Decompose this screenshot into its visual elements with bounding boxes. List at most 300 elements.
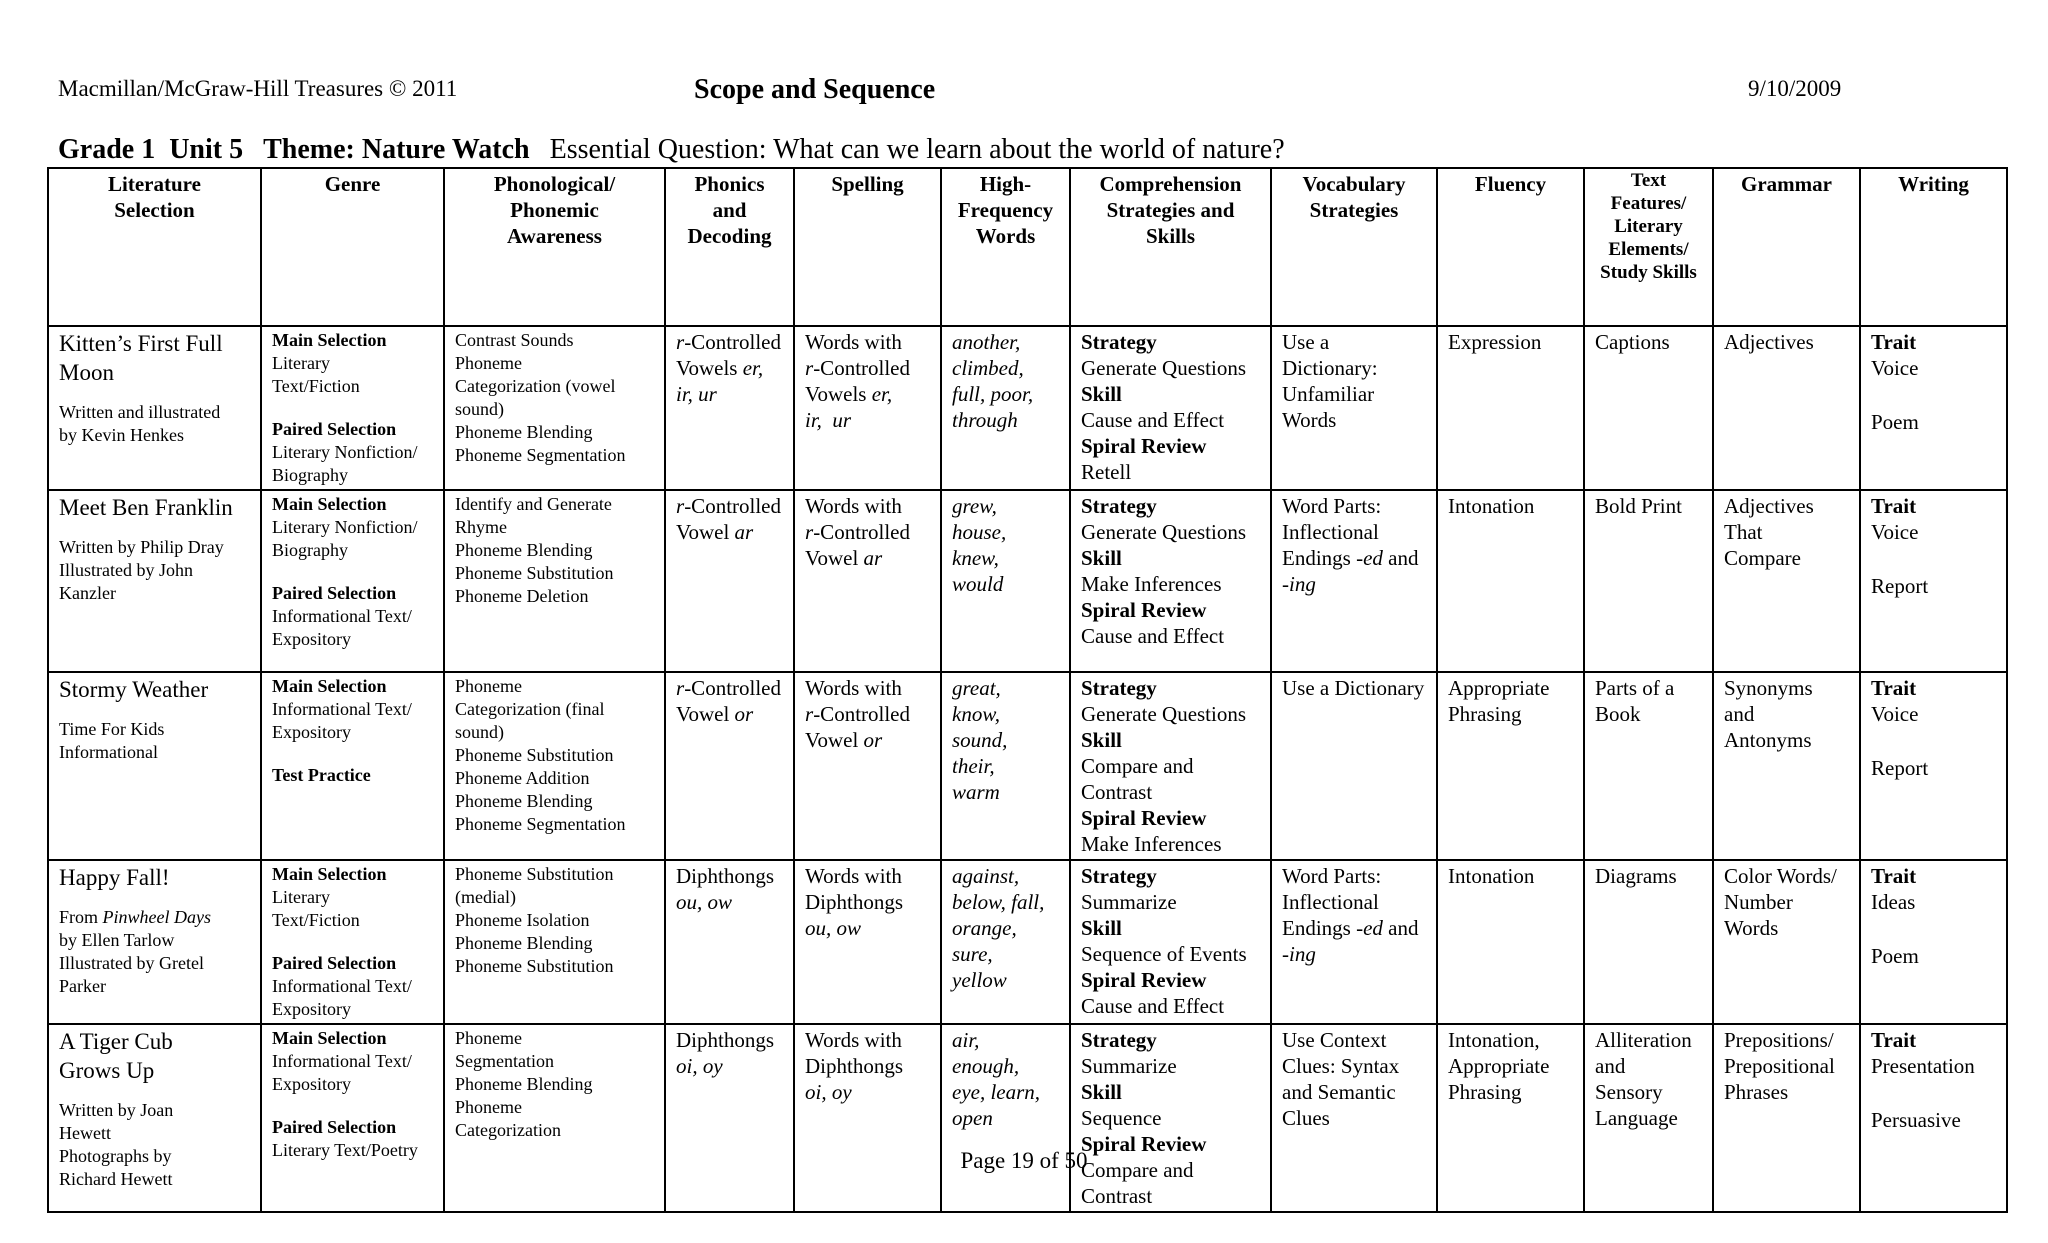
text: Inflectional xyxy=(1282,890,1379,914)
subheading: Main Selection xyxy=(272,330,387,350)
italic-text: r xyxy=(676,330,685,354)
cell-line: Parts of a xyxy=(1595,676,1675,700)
text: -Controlled xyxy=(684,676,782,700)
column-header-line: Strategies xyxy=(1309,198,1399,222)
selection-credit: Informational xyxy=(59,742,158,762)
italic-text: r xyxy=(676,494,685,518)
column-header-phonics-decoding xyxy=(665,168,794,326)
subheading: Test Practice xyxy=(272,765,371,785)
cell-comprehension xyxy=(1070,860,1271,1024)
selection-title: A Tiger Cub xyxy=(59,1029,173,1054)
text: by Ellen Tarlow xyxy=(59,930,175,950)
cell-phonics xyxy=(665,672,794,860)
cell-phonological xyxy=(444,326,665,490)
cell-line: Phoneme xyxy=(455,1097,522,1117)
writing-trait-label: Trait xyxy=(1871,1028,1917,1052)
table-row xyxy=(48,860,2007,1024)
cell-line xyxy=(59,952,250,975)
cell-line: Compare xyxy=(1724,546,1801,570)
column-header-high-frequency-words xyxy=(941,168,1070,326)
cell-line: Contrast Sounds xyxy=(455,330,574,350)
italic-text: r xyxy=(805,702,814,726)
column-header-text-features xyxy=(1584,168,1713,326)
cell-line xyxy=(805,1079,930,1105)
text: Words with xyxy=(805,864,902,888)
selection-title: Grows Up xyxy=(59,1058,155,1083)
subheading: Paired Selection xyxy=(272,419,397,439)
column-header-line: Study Skills xyxy=(1600,262,1697,283)
cell-text-features xyxy=(1584,490,1713,672)
selection-credit: Written and illustrated xyxy=(59,402,221,422)
cell-line: Phoneme Addition xyxy=(455,768,590,788)
text: Endings xyxy=(1282,546,1357,570)
cell-line: Phoneme xyxy=(455,353,522,373)
essential-question: Essential Question: What can we learn about the world of nature? xyxy=(549,134,1285,165)
cell-line xyxy=(59,906,250,929)
cell-line xyxy=(676,493,783,519)
word-line: grew, xyxy=(952,494,997,518)
cell-line xyxy=(676,675,783,701)
cell-line: Make Inferences xyxy=(1081,832,1222,856)
cell-line: Informational Text/ xyxy=(272,976,412,996)
text: Vowel xyxy=(676,520,735,544)
cell-line: Adjectives xyxy=(1724,494,1814,518)
column-header-line: High- xyxy=(979,172,1032,196)
subheading: Strategy xyxy=(1081,864,1157,888)
cell-fluency xyxy=(1437,326,1584,490)
cell-line: Informational Text/ xyxy=(272,1051,412,1071)
cell-line xyxy=(676,889,783,915)
column-header-line: Awareness xyxy=(507,224,602,248)
cell-line: Phoneme Segmentation xyxy=(455,445,626,465)
cell-line: and xyxy=(1724,702,1755,726)
text: Parker xyxy=(59,976,106,996)
italic-text: ir, ur xyxy=(676,382,717,406)
word-line: sound, xyxy=(952,728,1008,752)
page-number: Page 19 of 50 xyxy=(960,1148,1088,1173)
cell-text-features xyxy=(1584,326,1713,490)
writing-trait-label: Trait xyxy=(1871,676,1917,700)
cell-line xyxy=(1282,571,1426,597)
cell-line xyxy=(805,407,930,433)
subheading: Spiral Review xyxy=(1081,598,1207,622)
cell-line: Captions xyxy=(1595,330,1670,354)
cell-line: Generate Questions xyxy=(1081,702,1247,726)
cell-high-frequency-words xyxy=(941,490,1070,672)
cell-phonological xyxy=(444,490,665,672)
cell-line: Summarize xyxy=(1081,1054,1177,1078)
cell-line xyxy=(59,975,250,998)
column-header-line: Phonics xyxy=(694,172,765,196)
cell-line xyxy=(805,701,930,727)
cell-line xyxy=(1282,675,1426,701)
cell-fluency xyxy=(1437,672,1584,860)
cell-line: Cause and Effect xyxy=(1081,994,1225,1018)
italic-text: er, xyxy=(742,356,764,380)
column-header-line: Genre xyxy=(324,172,381,196)
cell-phonological xyxy=(444,1024,665,1212)
cell-line: Phoneme xyxy=(455,676,522,696)
spacer xyxy=(59,892,250,906)
writing-trait-label: Trait xyxy=(1871,494,1917,518)
cell-line: Expository xyxy=(272,1074,351,1094)
cell-grammar xyxy=(1713,326,1860,490)
column-header-spelling xyxy=(794,168,941,326)
text: Word Parts: xyxy=(1282,864,1382,888)
cell-line xyxy=(676,1027,783,1053)
cell-line: Adjectives xyxy=(1724,330,1814,354)
cell-line xyxy=(676,355,783,381)
italic-text: -ed xyxy=(1356,546,1383,570)
word-line: against, xyxy=(952,864,1020,888)
cell-literature-selection xyxy=(48,326,261,490)
column-header-line: Phonological/ xyxy=(493,172,616,196)
column-header-line: Phonemic xyxy=(510,198,599,222)
selection-credit: Time For Kids xyxy=(59,719,165,739)
spacer xyxy=(59,704,250,718)
text: Vowel xyxy=(805,546,864,570)
cell-line: Prepositions/ xyxy=(1724,1028,1834,1052)
cell-line: Sensory xyxy=(1595,1080,1663,1104)
cell-line: Synonyms xyxy=(1724,676,1813,700)
cell-line xyxy=(805,863,930,889)
column-header-line: Literary xyxy=(1614,216,1683,237)
cell-line: Retell xyxy=(1081,460,1132,484)
column-header-line: Frequency xyxy=(957,198,1054,222)
cell-vocabulary xyxy=(1271,326,1437,490)
selection-credit: Illustrated by John xyxy=(59,560,193,580)
writing-form: Persuasive xyxy=(1871,1108,1961,1132)
cell-line: Literary xyxy=(272,887,330,907)
cell-line xyxy=(1282,915,1426,941)
text: Clues: Syntax xyxy=(1282,1054,1400,1078)
cell-spelling xyxy=(794,326,941,490)
text: Diphthongs xyxy=(676,1028,775,1052)
spacer xyxy=(1871,915,1996,943)
cell-line: Phoneme Substitution xyxy=(455,745,614,765)
cell-line: Phoneme Substitution xyxy=(455,956,614,976)
text: and Semantic xyxy=(1282,1080,1396,1104)
word-line: knew, xyxy=(952,546,999,570)
text: Clues xyxy=(1282,1106,1330,1130)
italic-text: r xyxy=(805,520,814,544)
spacer xyxy=(272,1096,433,1116)
cell-line xyxy=(1282,407,1426,433)
cell-line xyxy=(1282,329,1426,355)
cell-line: Phrases xyxy=(1724,1080,1789,1104)
cell-line: Literary Nonfiction/ xyxy=(272,442,418,462)
writing-trait-value: Ideas xyxy=(1871,890,1916,914)
cell-line: Appropriate xyxy=(1448,1054,1550,1078)
selection-title: Moon xyxy=(59,360,114,385)
cell-line xyxy=(1282,519,1426,545)
italic-text: er, xyxy=(871,382,893,406)
text: Endings xyxy=(1282,916,1357,940)
writing-form: Report xyxy=(1871,574,1929,598)
cell-line: Literary Nonfiction/ xyxy=(272,517,418,537)
scope-sequence-table xyxy=(47,167,2008,1213)
word-line: sure, xyxy=(952,942,993,966)
cell-fluency xyxy=(1437,490,1584,672)
spacer xyxy=(59,1085,250,1099)
subheading: Skill xyxy=(1081,728,1122,752)
cell-line: Phoneme Substitution xyxy=(455,864,614,884)
cell-spelling xyxy=(794,490,941,672)
italic-text: or xyxy=(734,702,754,726)
italic-text: Pinwheel Days xyxy=(102,907,211,927)
cell-writing xyxy=(1860,672,2007,860)
italic-text: r xyxy=(805,356,814,380)
cell-line: Phoneme Blending xyxy=(455,791,593,811)
cell-line: Phoneme Segmentation xyxy=(455,814,626,834)
cell-line: Color Words/ xyxy=(1724,864,1837,888)
cell-literature-selection xyxy=(48,672,261,860)
text: Use Context xyxy=(1282,1028,1387,1052)
cell-writing xyxy=(1860,860,2007,1024)
column-header-line: Writing xyxy=(1898,172,1969,196)
cell-line xyxy=(676,1053,783,1079)
cell-line: Cause and Effect xyxy=(1081,408,1225,432)
cell-line: Phoneme Blending xyxy=(455,1074,593,1094)
cell-line xyxy=(805,545,930,571)
spacer xyxy=(1871,727,1996,755)
italic-text: oi, oy xyxy=(676,1054,723,1078)
text: -Controlled xyxy=(813,702,911,726)
selection-title: Happy Fall! xyxy=(59,865,170,890)
subheading: Paired Selection xyxy=(272,1117,397,1137)
cell-line: Summarize xyxy=(1081,890,1177,914)
word-line: another, xyxy=(952,330,1021,354)
text: Vowel xyxy=(676,702,735,726)
cell-line: Rhyme xyxy=(455,517,507,537)
column-header-line: Text xyxy=(1630,170,1667,191)
cell-high-frequency-words xyxy=(941,1024,1070,1212)
subheading: Skill xyxy=(1081,546,1122,570)
cell-line xyxy=(1282,381,1426,407)
table-row xyxy=(48,672,2007,860)
cell-high-frequency-words xyxy=(941,860,1070,1024)
cell-line: Diagrams xyxy=(1595,864,1677,888)
italic-text: ou, ow xyxy=(676,890,733,914)
text: Words with xyxy=(805,330,902,354)
cell-line xyxy=(805,1027,930,1053)
text: and xyxy=(1382,546,1419,570)
subheading: Main Selection xyxy=(272,864,387,884)
cell-writing xyxy=(1860,490,2007,672)
cell-text-features xyxy=(1584,672,1713,860)
spacer xyxy=(272,562,433,582)
cell-line: Literary Text/Poetry xyxy=(272,1140,418,1160)
cell-line xyxy=(1282,355,1426,381)
column-header-genre xyxy=(261,168,444,326)
italic-text: r xyxy=(676,676,685,700)
cell-line: Phoneme xyxy=(455,1028,522,1048)
header-row xyxy=(48,168,2007,326)
cell-phonics xyxy=(665,1024,794,1212)
subheading: Spiral Review xyxy=(1081,434,1207,458)
text: Dictionary: xyxy=(1282,356,1378,380)
cell-line xyxy=(1282,545,1426,571)
subheading: Spiral Review xyxy=(1081,1132,1207,1156)
italic-text: -ed xyxy=(1356,916,1383,940)
text: From xyxy=(59,907,103,927)
cell-line: Text/Fiction xyxy=(272,376,360,396)
cell-line xyxy=(805,381,930,407)
cell-comprehension xyxy=(1070,1024,1271,1212)
column-header-line: Comprehension xyxy=(1099,172,1242,196)
italic-text: or xyxy=(863,728,883,752)
cell-line: Phoneme Blending xyxy=(455,422,593,442)
cell-line xyxy=(1282,941,1426,967)
cell-line: Contrast xyxy=(1081,780,1153,804)
column-header-line: Decoding xyxy=(687,224,772,248)
cell-line: sound) xyxy=(455,722,504,742)
cell-line: Intonation, xyxy=(1448,1028,1540,1052)
cell-line: Identify and Generate xyxy=(455,494,612,514)
spacer xyxy=(1871,545,1996,573)
cell-line: Phoneme Isolation xyxy=(455,910,590,930)
word-line: great, xyxy=(952,676,1001,700)
column-header-grammar xyxy=(1713,168,1860,326)
column-header-line: Selection xyxy=(114,198,195,222)
cell-line: Generate Questions xyxy=(1081,356,1247,380)
writing-trait-label: Trait xyxy=(1871,864,1917,888)
selection-credit: Written by Philip Dray xyxy=(59,537,224,557)
cell-line: Literary xyxy=(272,353,330,373)
cell-line: Generate Questions xyxy=(1081,520,1247,544)
cell-line: and xyxy=(1595,1054,1626,1078)
cell-line: Words xyxy=(1724,916,1779,940)
cell-line xyxy=(805,889,930,915)
cell-writing xyxy=(1860,1024,2007,1212)
cell-spelling xyxy=(794,1024,941,1212)
cell-line: That xyxy=(1724,520,1763,544)
cell-line: Segmentation xyxy=(455,1051,554,1071)
cell-line: Contrast xyxy=(1081,1184,1153,1208)
cell-line: Sequence of Events xyxy=(1081,942,1247,966)
cell-grammar xyxy=(1713,672,1860,860)
spacer xyxy=(59,387,250,401)
word-line: enough, xyxy=(952,1054,1020,1078)
cell-line xyxy=(1282,493,1426,519)
cell-grammar xyxy=(1713,1024,1860,1212)
selection-credit: Kanzler xyxy=(59,583,116,603)
document-date: 9/10/2009 xyxy=(1748,76,1842,101)
column-header-comprehension xyxy=(1070,168,1271,326)
text: Vowels xyxy=(676,356,743,380)
italic-text: ou, ow xyxy=(805,916,862,940)
writing-form: Poem xyxy=(1871,410,1919,434)
cell-vocabulary xyxy=(1271,1024,1437,1212)
text: Diphthongs xyxy=(805,1054,904,1078)
cell-vocabulary xyxy=(1271,860,1437,1024)
column-header-literature-selection xyxy=(48,168,261,326)
cell-line: Sequence xyxy=(1081,1106,1162,1130)
cell-genre xyxy=(261,860,444,1024)
selection-title: Stormy Weather xyxy=(59,677,209,702)
word-line: air, xyxy=(952,1028,980,1052)
cell-line xyxy=(805,493,930,519)
subheading: Main Selection xyxy=(272,1028,387,1048)
subheading: Paired Selection xyxy=(272,583,397,603)
selection-credit: Photographs by xyxy=(59,1146,172,1166)
cell-comprehension xyxy=(1070,490,1271,672)
cell-line: Expository xyxy=(272,999,351,1019)
cell-line xyxy=(805,329,930,355)
cell-line: Categorization (final xyxy=(455,699,605,719)
subheading: Skill xyxy=(1081,916,1122,940)
column-header-writing xyxy=(1860,168,2007,326)
cell-text-features xyxy=(1584,860,1713,1024)
cell-text-features xyxy=(1584,1024,1713,1212)
theme-label: Theme: Nature Watch xyxy=(263,134,530,165)
word-line: eye, learn, xyxy=(952,1080,1041,1104)
cell-line xyxy=(1282,889,1426,915)
cell-line: Phoneme Blending xyxy=(455,540,593,560)
cell-phonics xyxy=(665,860,794,1024)
word-line: full, poor, xyxy=(952,382,1034,406)
grade-unit-label: Grade 1 Unit 5 xyxy=(58,134,244,165)
column-header-line: Grammar xyxy=(1741,172,1832,196)
word-line: yellow xyxy=(952,968,1007,992)
cell-line: Book xyxy=(1595,702,1641,726)
cell-line: Text/Fiction xyxy=(272,910,360,930)
spacer xyxy=(59,522,250,536)
cell-line: Intonation xyxy=(1448,864,1535,888)
cell-line xyxy=(1282,1105,1426,1131)
cell-genre xyxy=(261,1024,444,1212)
word-line: warm xyxy=(952,780,1000,804)
document-title: Scope and Sequence xyxy=(694,74,936,105)
cell-line xyxy=(805,727,930,753)
cell-line: Categorization xyxy=(455,1120,561,1140)
subheading: Strategy xyxy=(1081,676,1157,700)
word-line: through xyxy=(952,408,1018,432)
cell-line xyxy=(676,519,783,545)
column-header-line: Fluency xyxy=(1474,172,1547,196)
cell-line xyxy=(805,355,930,381)
cell-line: Informational Text/ xyxy=(272,606,412,626)
word-line: open xyxy=(952,1106,993,1130)
cell-line: Prepositional xyxy=(1724,1054,1835,1078)
subheading: Spiral Review xyxy=(1081,968,1207,992)
cell-genre xyxy=(261,672,444,860)
writing-trait-value: Voice xyxy=(1871,702,1919,726)
cell-line: sound) xyxy=(455,399,504,419)
column-header-vocabulary xyxy=(1271,168,1437,326)
cell-vocabulary xyxy=(1271,672,1437,860)
column-header-line: Features/ xyxy=(1610,193,1687,214)
cell-phonological xyxy=(444,672,665,860)
italic-text: ar xyxy=(863,546,883,570)
cell-line: Phrasing xyxy=(1448,1080,1522,1104)
cell-phonics xyxy=(665,490,794,672)
cell-line: Phoneme Blending xyxy=(455,933,593,953)
table-row xyxy=(48,1024,2007,1212)
subheading: Main Selection xyxy=(272,494,387,514)
text: Words with xyxy=(805,676,902,700)
cell-line: Language xyxy=(1595,1106,1678,1130)
cell-high-frequency-words xyxy=(941,672,1070,860)
cell-comprehension xyxy=(1070,672,1271,860)
cell-line: Informational Text/ xyxy=(272,699,412,719)
cell-line: Phrasing xyxy=(1448,702,1522,726)
cell-spelling xyxy=(794,860,941,1024)
word-line: house, xyxy=(952,520,1007,544)
spacer xyxy=(272,744,433,764)
word-line: know, xyxy=(952,702,1001,726)
text: Unfamiliar xyxy=(1282,382,1375,406)
